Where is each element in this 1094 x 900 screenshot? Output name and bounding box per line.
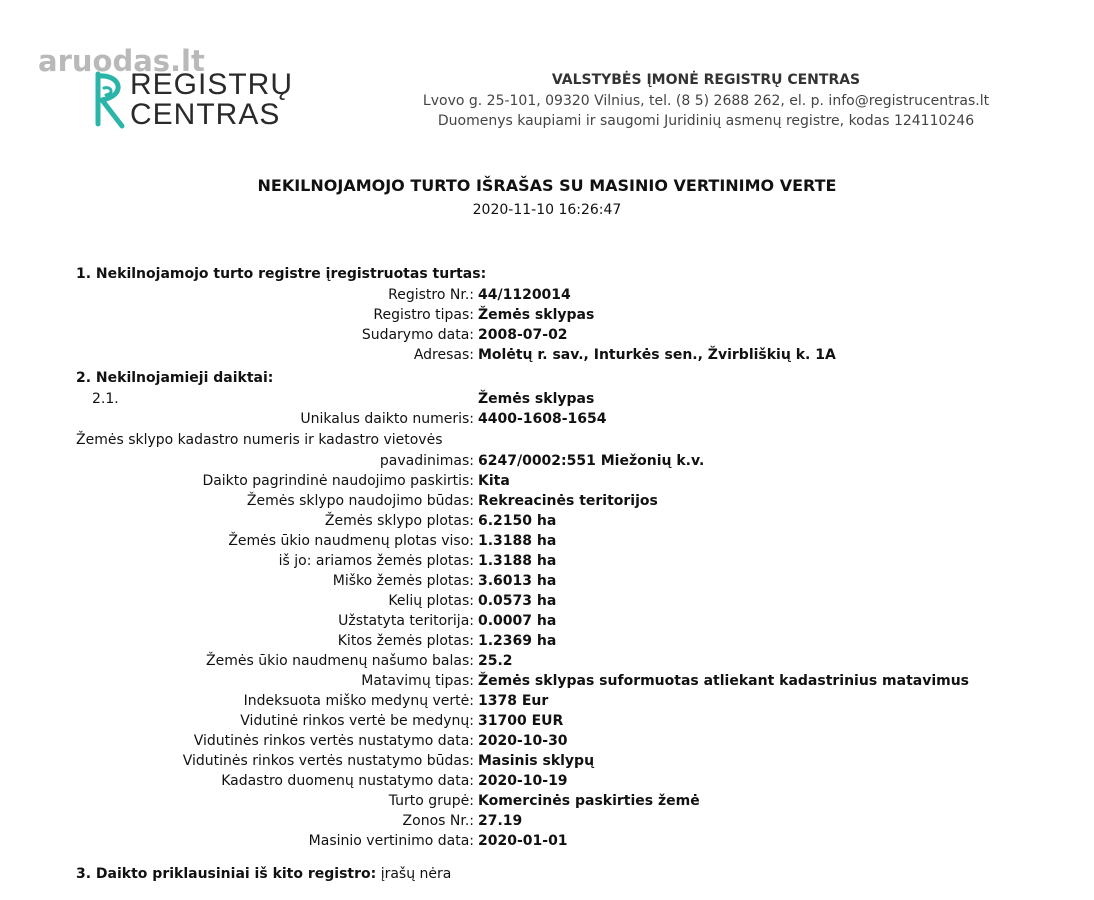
field-row — [0, 513, 1094, 533]
field-value: 1378 Eur — [478, 693, 549, 709]
field-value: 44/1120014 — [478, 287, 571, 303]
rc-logo-mark-icon — [92, 68, 132, 132]
watermark-logo: aruodas.lt — [38, 44, 205, 78]
field-value: 31700 EUR — [478, 713, 564, 729]
field-value: 4400-1608-1654 — [478, 411, 607, 427]
field-label: Vidutinės rinkos vertės nustatymo data: — [193, 733, 474, 749]
section1-heading: 1. Nekilnojamojo turto registre įregistruotas turtas: — [76, 266, 487, 282]
item-type: Žemės sklypas — [478, 391, 595, 407]
document-title: NEKILNOJAMOJO TURTO IŠRAŠAS SU MASINIO VERTINIMO VERTE — [257, 176, 837, 195]
field-row — [0, 753, 1094, 773]
field-row — [0, 793, 1094, 813]
field-value: 1.2369 ha — [478, 633, 557, 649]
field-row — [0, 327, 1094, 347]
field-row — [0, 733, 1094, 753]
field-label: Žemės ūkio naudmenų našumo balas: — [206, 653, 474, 669]
field-value: Žemės sklypas suformuotas atliekant kadastrinius matavimus — [478, 673, 970, 689]
field-value: 3.6013 ha — [478, 573, 557, 589]
field-row — [0, 553, 1094, 573]
field-row — [0, 613, 1094, 633]
field-value: 25.2 — [478, 653, 513, 669]
field-label: Miško žemės plotas: — [332, 573, 474, 589]
field-value: Masinis sklypų — [478, 753, 595, 769]
field-value: Kita — [478, 473, 510, 489]
field-value: 2008-07-02 — [478, 327, 568, 343]
field-row — [0, 833, 1094, 853]
field-row — [0, 473, 1094, 493]
field-row — [0, 347, 1094, 367]
field-row — [0, 813, 1094, 833]
field-label: iš jo: ariamos žemės plotas: — [278, 553, 474, 569]
field-label: Daikto pagrindinė naudojimo paskirtis: — [202, 473, 474, 489]
field-label: Indeksuota miško medynų vertė: — [243, 693, 474, 709]
field-value: 2020-01-01 — [478, 833, 568, 849]
field-row — [0, 673, 1094, 693]
field-value: 6.2150 ha — [478, 513, 557, 529]
field-row — [0, 693, 1094, 713]
section3-value: įrašų nėra — [380, 866, 452, 882]
field-label: Kadastro duomenų nustatymo data: — [221, 773, 474, 789]
field-value: 1.3188 ha — [478, 553, 557, 569]
field-label: Žemės sklypo plotas: — [324, 513, 474, 529]
logo-word-registru: REGISTRŲ — [130, 68, 294, 101]
field-label: Kelių plotas: — [388, 593, 474, 609]
field-label: Turto grupė: — [388, 793, 474, 809]
field-label: Vidutinė rinkos vertė be medynų: — [240, 713, 474, 729]
registru-centras-logo — [92, 66, 294, 132]
field-value: 2020-10-19 — [478, 773, 568, 789]
field-label: Žemės sklypo naudojimo būdas: — [246, 493, 474, 509]
field-label: pavadinimas: — [379, 453, 474, 469]
field-row — [0, 593, 1094, 613]
field-value: 27.19 — [478, 813, 523, 829]
cadastre-label-line1: Žemės sklypo kadastro numeris ir kadastro vietovės — [76, 432, 443, 448]
org-register-note: Duomenys kaupiami ir saugomi Juridinių asmenų registre, kodas 124110246 — [437, 113, 975, 129]
field-row — [0, 713, 1094, 733]
field-row — [0, 653, 1094, 673]
field-label: Zonos Nr.: — [402, 813, 474, 829]
field-row — [0, 453, 1094, 473]
field-value: Molėtų r. sav., Inturkės sen., Žvirbliškių k. 1A — [478, 347, 836, 363]
field-value: 1.3188 ha — [478, 533, 557, 549]
field-label: Unikalus daikto numeris: — [300, 411, 474, 427]
field-label: Masinio vertinimo data: — [308, 833, 474, 849]
org-address: Lvovo g. 25-101, 09320 Vilnius, tel. (8 5) 2688 262, el. p. info@registrucentras.lt — [422, 93, 990, 109]
field-row — [0, 773, 1094, 793]
field-value: 2020-10-30 — [478, 733, 568, 749]
field-row — [0, 633, 1094, 653]
section2-heading: 2. Nekilnojamieji daiktai: — [76, 370, 274, 386]
field-label: Matavimų tipas: — [361, 673, 474, 689]
field-value: Komercinės paskirties žemė — [478, 793, 700, 809]
field-row — [0, 287, 1094, 307]
section3-line — [76, 866, 451, 882]
field-value: Žemės sklypas — [478, 307, 595, 323]
field-label: Registro tipas: — [373, 307, 474, 323]
field-row — [0, 493, 1094, 513]
field-label: Adresas: — [413, 347, 474, 363]
document-date: 2020-11-10 16:26:47 — [472, 202, 622, 218]
field-label: Sudarymo data: — [361, 327, 474, 343]
field-row — [0, 411, 1094, 431]
field-label: Užstatyta teritorija: — [338, 613, 474, 629]
field-label: Registro Nr.: — [388, 287, 474, 303]
org-name: VALSTYBĖS ĮMONĖ REGISTRŲ CENTRAS — [551, 72, 861, 88]
field-value: 0.0007 ha — [478, 613, 557, 629]
field-row — [0, 307, 1094, 327]
field-value: 6247/0002:551 Miežonių k.v. — [478, 453, 705, 469]
logo-word-centras: CENTRAS — [130, 98, 281, 131]
field-label: Vidutinės rinkos vertės nustatymo būdas: — [182, 753, 474, 769]
section3-heading: 3. Daikto priklausiniai iš kito registro: — [76, 866, 377, 882]
field-label: Kitos žemės plotas: — [337, 633, 474, 649]
field-row — [0, 533, 1094, 553]
field-row — [0, 573, 1094, 593]
item-number: 2.1. — [92, 391, 119, 407]
field-value: Rekreacinės teritorijos — [478, 493, 658, 509]
field-label: Žemės ūkio naudmenų plotas viso: — [228, 533, 474, 549]
field-value: 0.0573 ha — [478, 593, 557, 609]
